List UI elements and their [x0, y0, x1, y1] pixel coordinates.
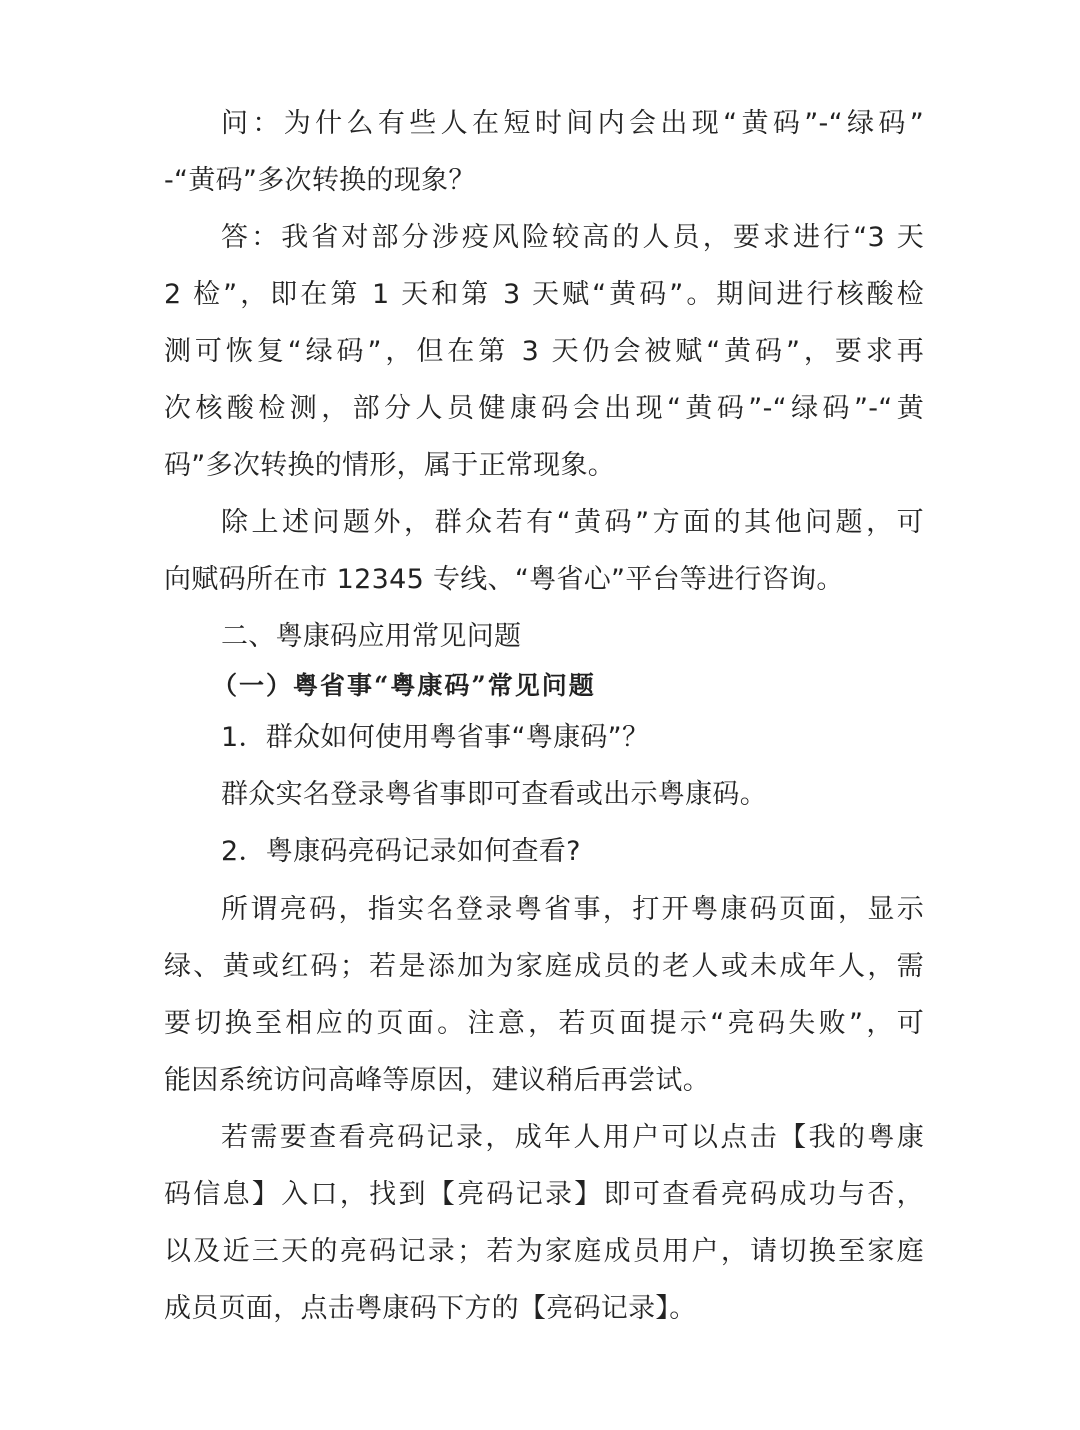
faq-answer-1: 群众实名登录粤省事即可查看或出示粤康码。	[221, 779, 767, 810]
answer-line-5: 码”多次转换的情形，属于正常现象。	[164, 450, 616, 481]
answer-line-1: 答：我省对部分涉疫风险较高的人员，要求进行“3 天	[221, 222, 924, 253]
faq-question-1: 1．群众如何使用粤省事“粤康码”？	[221, 722, 650, 753]
subsection-heading: （一）粤省事“粤康码”常见问题	[212, 671, 596, 700]
section-heading: 二、粤康码应用常见问题	[221, 621, 522, 652]
faq-answer-2-line-4: 能因系统访问高峰等原因，建议稍后再尝试。	[164, 1065, 710, 1096]
question-line-2: -“黄码”多次转换的现象？	[164, 165, 476, 196]
faq-answer-2-line-8: 成员页面，点击粤康码下方的【亮码记录】。	[164, 1293, 697, 1324]
faq-answer-2-line-6: 码信息】入口，找到【亮码记录】即可查看亮码成功与否，	[164, 1179, 924, 1210]
faq-answer-2-line-7: 以及近三天的亮码记录；若为家庭成员用户，请切换至家庭	[164, 1236, 924, 1267]
answer-line-3: 测可恢复“绿码”，但在第 3 天仍会被赋“黄码”，要求再	[164, 336, 924, 367]
faq-question-2: 2．粤康码亮码记录如何查看?	[221, 836, 581, 867]
faq-answer-2-line-3: 要切换至相应的页面。注意，若页面提示“亮码失败”，可	[164, 1008, 924, 1039]
faq-answer-2-line-2: 绿、黄或红码；若是添加为家庭成员的老人或未成年人，需	[164, 951, 924, 982]
other-questions-line-2: 向赋码所在市 12345 专线、“粤省心”平台等进行咨询。	[164, 564, 844, 595]
question-line-1: 问：为什么有些人在短时间内会出现“黄码”-“绿码”	[221, 108, 924, 139]
other-questions-line-1: 除上述问题外，群众若有“黄码”方面的其他问题，可	[221, 507, 924, 538]
faq-answer-2-line-1: 所谓亮码，指实名登录粤省事，打开粤康码页面，显示	[221, 894, 924, 925]
answer-line-2: 2 检”，即在第 1 天和第 3 天赋“黄码”。期间进行核酸检	[164, 279, 924, 310]
faq-answer-2-line-5: 若需要查看亮码记录，成年人用户可以点击【我的粤康	[221, 1122, 924, 1153]
answer-line-4: 次核酸检测，部分人员健康码会出现“黄码”-“绿码”-“黄	[164, 393, 924, 424]
